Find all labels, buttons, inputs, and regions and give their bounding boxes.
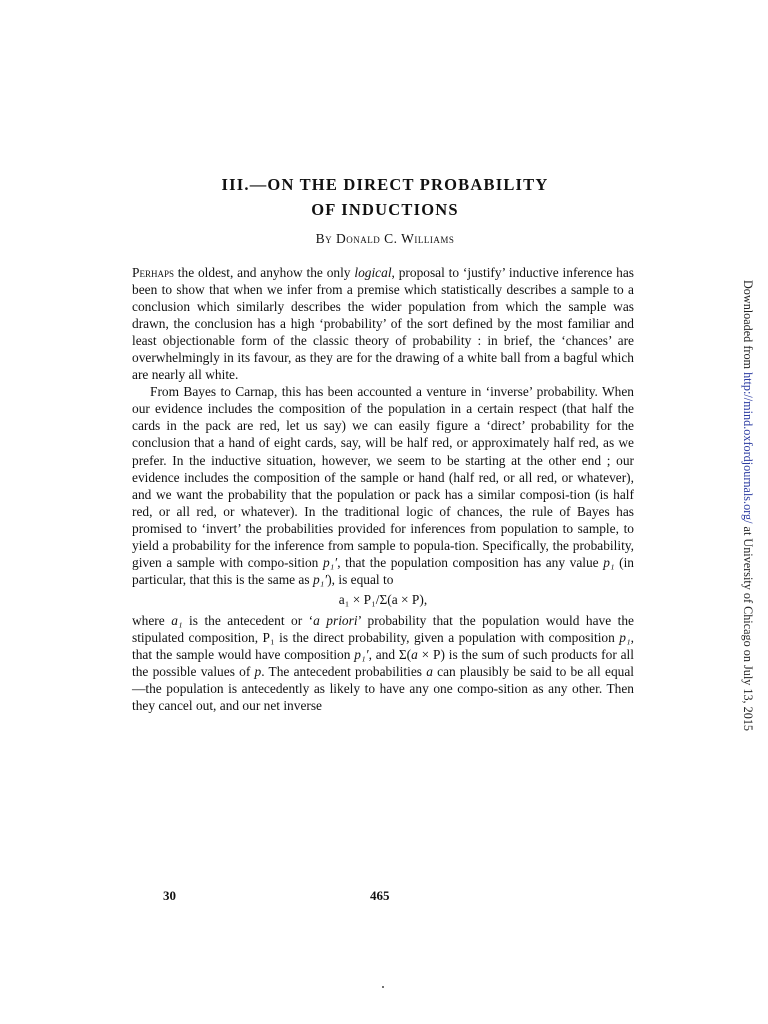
paragraph-3-text-h: can plausibly be said to be all equal —the population is antecedently as likely to have any one compo-sition as any other. Then they cancel out, and our net inverse [132,664,634,714]
paragraph-2-var-2: p₁ [603,554,615,570]
scan-speck [382,986,384,988]
article-title [130,172,640,222]
paragraph-3-var-4: a [411,647,418,663]
title-line-1: III.—ON THE DIRECT PROBABILITY [221,175,549,194]
page-number: 465 [370,888,390,903]
paragraph-3-text-g: . The antecedent probabilities [261,664,427,680]
paragraph-2-text-c: (in particular, that this is the same as [132,554,635,587]
paragraph-3-var-6: a [426,664,433,680]
paragraph-2-var-1: p₁′ [322,554,338,570]
article-author [130,231,640,247]
paragraph-3-text-a: where [132,612,172,628]
download-notice [735,280,755,770]
paragraph-3-var-3: p₁′ [354,647,369,663]
journal-link[interactable]: http://mind.oxfordjournals.org/ [741,372,755,524]
paragraph-3 [132,612,634,714]
paragraph-1 [132,264,634,383]
signature-mark: 30 [163,888,176,903]
paragraph-2-var-3: p₁′ [312,571,328,587]
paragraph-3-text-f: × P) is the sum of such products for all the possible values of [132,647,634,680]
article-body [132,264,634,714]
paragraph-1-lead: Perhaps [132,265,174,280]
paragraph-2-text-a: From Bayes to Carnap, this has been accounted a venture in ‘inverse’ probability. When our evidence includes the composition of the population in a certain respect (that half the cards in the pack are red, let us say) we can easily figure a ‘direct’ probability for the conclusion that a hand of eight cards, say, will be half red, or approximately half red, as we prefer. In the inductive situation, however, we seem to be starting at the other end ; our evidence includes the composition of the sample or hand (half red, or all red, or whatever), and we want the probability that the population or pack has a similar composi-tion (is half red, or all red, or whatever). In the traditional logic of chances, the rule of Bayes has promised to ‘invert’ the probabilities provided for inferences from population to sample, to yield a probability for the inference from sample to popula-tion. Specifically, the probability, given a sample with compo-sition [132,384,634,570]
author-by: By [315,231,336,246]
paragraph-3-var-1: a₁ [171,612,183,628]
paragraph-2-text-b: , that the population composition has any value [337,554,604,570]
download-notice-prefix: Downloaded from [741,280,755,373]
paragraph-1-italic: logical [354,265,392,280]
paragraph-1-text-a: the oldest, and anyhow the only [173,265,355,280]
paragraph-3-italic: a priori [313,612,358,628]
paragraph-2-text-d: ), is equal to [327,571,394,587]
paragraph-3-text-b: is the antecedent or ‘ [182,612,314,628]
paragraph-3-text-e: , and Σ( [368,647,412,663]
download-notice-suffix: at University of Chicago on July 13, 2015 [741,523,755,732]
author-name: Donald C. Williams [336,231,455,246]
paragraph-3-text-c: ’ probability that the population would have the stipulated composition, P₁ is the direct probability, given a population with composition [132,612,634,645]
paragraph-3-text-d: , that the sample would have composition [132,629,634,663]
bayes-formula: a₁ × P₁/Σ(a × P), [338,591,428,607]
title-line-2: OF INDUCTIONS [311,200,459,219]
paragraph-1-text-b: , proposal to ‘justify’ inductive inference has been to show that when we infer from a premise which statistically describes a sample to a conclusion which similarly describes the wider population from which the sample was drawn, the conclusion has a high ‘probability’ of the sort defined by the most familiar and least objectionable form of the classic theory of probability : in brief, the ‘chances’ are overwhelmingly in its favour, as they are for the drawing of a white ball from a bagful which are nearly all white. [132,265,635,383]
paragraph-3-var-5: p [254,664,262,680]
paragraph-3-var-2: p₁ [619,629,631,645]
paragraph-2 [132,383,634,588]
